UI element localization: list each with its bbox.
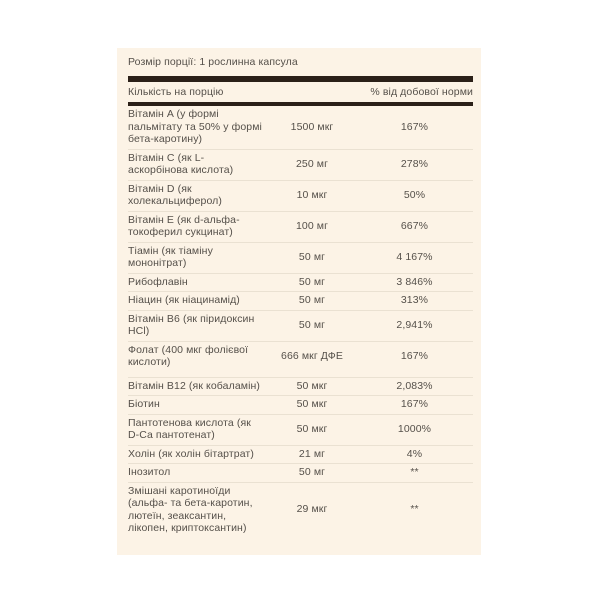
nutrient-amount: 50 мкг (296, 422, 328, 435)
table-row (128, 243, 473, 274)
nutrient-amount: 29 мкг (296, 503, 328, 516)
table-row (128, 181, 473, 212)
table-row (128, 274, 473, 293)
nutrient-table (128, 106, 473, 538)
nutrient-name: Холін (як холін бітартрат) (128, 447, 254, 460)
nutrient-amount: 1500 мкг (290, 120, 334, 133)
nutrient-name: Вітамін A (у формі пальмітату та 50% у формі бета-каротину) (128, 108, 262, 145)
nutrient-amount: 100 мг (295, 219, 329, 232)
nutrient-name: Фолат (400 мкг фолієвої кислоти) (128, 343, 249, 368)
nutrient-dv: 2,083% (396, 379, 433, 392)
nutrient-dv: 167% (400, 398, 429, 410)
nutrient-name: Пантотенова кислота (як D-Ca пантотенат) (128, 416, 251, 441)
nutrient-name: Вітамін D (як холекальциферол) (128, 182, 222, 207)
nutrient-amount: 50 мг (298, 466, 326, 478)
nutrient-dv: 3 846% (396, 275, 433, 288)
nutrient-name: Інозитол (128, 466, 171, 478)
nutrient-dv: ** (410, 466, 419, 478)
nutrient-amount: 10 мкг (296, 188, 328, 201)
nutrient-name: Тіамін (як тіаміну мононітрат) (128, 244, 213, 269)
table-row (128, 378, 473, 397)
nutrient-dv: ** (410, 503, 419, 516)
header-percent-daily-value: % від добової норми (370, 85, 473, 98)
header-amount-per-serving: Кількість на порцію (128, 85, 224, 98)
nutrient-dv: 667% (400, 219, 429, 232)
nutrient-amount: 50 мг (298, 275, 326, 288)
nutrient-dv: 4 167% (396, 250, 433, 263)
nutrient-amount: 666 мкг ДФЕ (281, 349, 343, 362)
table-row (128, 106, 473, 150)
nutrient-dv: 313% (400, 294, 429, 306)
nutrient-amount: 50 мг (298, 250, 326, 263)
table-row (128, 311, 473, 342)
nutrient-amount: 250 мг (295, 157, 329, 170)
table-row (128, 446, 473, 465)
nutrient-name: Змішані каротиноїди (альфа- та бета-каротин, лютеїн, зеаксантин, лікопен, криптоксантин) (128, 484, 253, 534)
nutrient-dv: 167% (400, 120, 429, 133)
nutrient-name: Біотин (128, 398, 160, 410)
nutrient-dv: 2,941% (396, 318, 433, 331)
nutrient-name: Вітамін E (як d-альфа-токоферил сукцинат) (128, 213, 240, 238)
table-row (128, 415, 473, 446)
nutrient-dv: 1000% (397, 422, 432, 435)
supplement-facts-panel (117, 48, 481, 555)
nutrient-name: Ніацин (як ніацинамід) (128, 294, 240, 306)
nutrient-dv: 167% (400, 349, 429, 362)
nutrient-amount: 50 мг (298, 318, 326, 331)
table-row (128, 342, 473, 378)
nutrient-name: Рибофлавін (128, 275, 188, 288)
table-row (128, 464, 473, 483)
nutrient-amount: 50 мкг (296, 379, 328, 392)
table-row (128, 396, 473, 415)
nutrient-dv: 50% (403, 188, 426, 201)
table-row (128, 483, 473, 538)
nutrient-amount: 50 мкг (296, 398, 328, 410)
table-row (128, 292, 473, 311)
nutrient-amount: 50 мг (298, 294, 326, 306)
nutrient-dv: 4% (406, 447, 423, 460)
table-row (128, 212, 473, 243)
nutrient-dv: 278% (400, 157, 429, 170)
table-header (128, 82, 473, 103)
nutrient-name: Вітамін B6 (як піридоксин HCl) (128, 312, 255, 337)
serving-size-line: Розмір порції: 1 рослинна капсула (128, 56, 298, 68)
nutrient-name: Вітамін B12 (як кобаламін) (128, 379, 261, 392)
table-row (128, 150, 473, 181)
nutrient-name: Вітамін C (як L-аскорбінова кислота) (128, 151, 234, 176)
nutrient-amount: 21 мг (298, 447, 326, 460)
